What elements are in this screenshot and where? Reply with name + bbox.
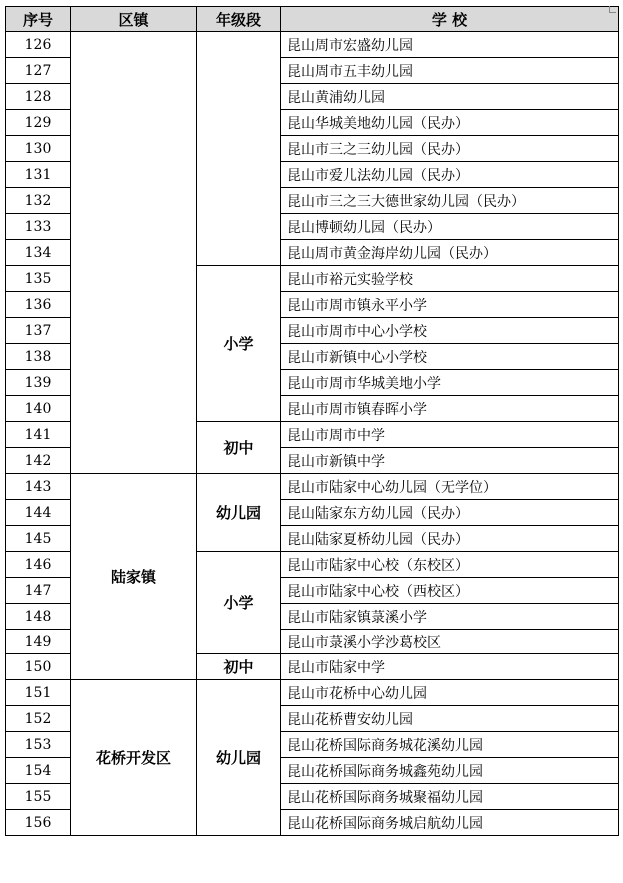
header-row (6, 7, 619, 32)
school-name: 昆山市周市华城美地小学 (281, 370, 619, 396)
school-name: 昆山博顿幼儿园（民办） (281, 214, 619, 240)
row-number: 127 (6, 58, 71, 84)
header-no: 序号 (6, 7, 71, 32)
header-level: 年级段 (197, 7, 281, 32)
row-number: 126 (6, 32, 71, 58)
row-number: 130 (6, 136, 71, 162)
school-name: 昆山市周市中学 (281, 422, 619, 448)
school-name: 昆山市陆家中心幼儿园（无学位） (281, 474, 619, 500)
school-name: 昆山市新镇中学 (281, 448, 619, 474)
row-number: 134 (6, 240, 71, 266)
row-number: 141 (6, 422, 71, 448)
school-name: 昆山市陆家中心校（东校区） (281, 552, 619, 578)
school-name: 昆山市周市镇春晖小学 (281, 396, 619, 422)
row-number: 143 (6, 474, 71, 500)
school-name: 昆山花桥国际商务城花溪幼儿园 (281, 732, 619, 758)
row-number: 142 (6, 448, 71, 474)
school-name: 昆山陆家东方幼儿园（民办） (281, 500, 619, 526)
row-number: 129 (6, 110, 71, 136)
school-name: 昆山陆家夏桥幼儿园（民办） (281, 526, 619, 552)
level-cell-lujia-primary: 小学 (197, 552, 281, 654)
header-district: 区镇 (71, 7, 197, 32)
school-name: 昆山黄浦幼儿园 (281, 84, 619, 110)
school-name: 昆山市花桥中心幼儿园 (281, 680, 619, 706)
level-cell-zhoushi-middle: 初中 (197, 422, 281, 474)
school-name: 昆山市陆家镇菉溪小学 (281, 604, 619, 630)
corner-mark (609, 6, 616, 13)
school-name: 昆山市陆家中学 (281, 654, 619, 680)
school-name: 昆山市爱儿法幼儿园（民办） (281, 162, 619, 188)
school-name: 昆山周市黄金海岸幼儿园（民办） (281, 240, 619, 266)
district-cell-lujia: 陆家镇 (71, 474, 197, 680)
row-number: 153 (6, 732, 71, 758)
school-name: 昆山市周市镇永平小学 (281, 292, 619, 318)
header-school: 学 校 (281, 7, 619, 32)
row-number: 140 (6, 396, 71, 422)
row-number: 136 (6, 292, 71, 318)
school-table-page (5, 6, 618, 836)
row-number: 135 (6, 266, 71, 292)
level-cell-zhoushi-kinder (197, 32, 281, 266)
school-name: 昆山市周市中心小学校 (281, 318, 619, 344)
row-number: 146 (6, 552, 71, 578)
district-cell-huaqiao: 花桥开发区 (71, 680, 197, 836)
row-number: 151 (6, 680, 71, 706)
row-number: 152 (6, 706, 71, 732)
row-number: 131 (6, 162, 71, 188)
school-name: 昆山周市宏盛幼儿园 (281, 32, 619, 58)
row-number: 144 (6, 500, 71, 526)
school-name: 昆山花桥国际商务城启航幼儿园 (281, 810, 619, 836)
row-number: 154 (6, 758, 71, 784)
level-cell-huaqiao-kinder: 幼儿园 (197, 680, 281, 836)
school-name: 昆山花桥国际商务城聚福幼儿园 (281, 784, 619, 810)
level-cell-zhoushi-primary: 小学 (197, 266, 281, 422)
school-name: 昆山周市五丰幼儿园 (281, 58, 619, 84)
school-name: 昆山市新镇中心小学校 (281, 344, 619, 370)
school-name: 昆山花桥曹安幼儿园 (281, 706, 619, 732)
school-name: 昆山市菉溪小学沙葛校区 (281, 630, 619, 654)
row-number: 128 (6, 84, 71, 110)
school-name: 昆山市三之三大德世家幼儿园（民办） (281, 188, 619, 214)
level-cell-lujia-middle: 初中 (197, 654, 281, 680)
row-number: 156 (6, 810, 71, 836)
school-list-table (5, 6, 619, 836)
row-number: 133 (6, 214, 71, 240)
level-cell-lujia-kinder: 幼儿园 (197, 474, 281, 552)
row-number: 145 (6, 526, 71, 552)
row-number: 147 (6, 578, 71, 604)
row-number: 148 (6, 604, 71, 630)
school-name: 昆山市裕元实验学校 (281, 266, 619, 292)
row-number: 139 (6, 370, 71, 396)
district-cell-zhoushi (71, 32, 197, 474)
row-number: 138 (6, 344, 71, 370)
table-row (6, 680, 619, 706)
school-name: 昆山花桥国际商务城鑫苑幼儿园 (281, 758, 619, 784)
row-number: 132 (6, 188, 71, 214)
row-number: 137 (6, 318, 71, 344)
school-name: 昆山市陆家中心校（西校区） (281, 578, 619, 604)
school-name: 昆山华城美地幼儿园（民办） (281, 110, 619, 136)
table-row (6, 32, 619, 58)
row-number: 149 (6, 630, 71, 654)
row-number: 155 (6, 784, 71, 810)
school-name: 昆山市三之三幼儿园（民办） (281, 136, 619, 162)
table-row (6, 474, 619, 500)
row-number: 150 (6, 654, 71, 680)
